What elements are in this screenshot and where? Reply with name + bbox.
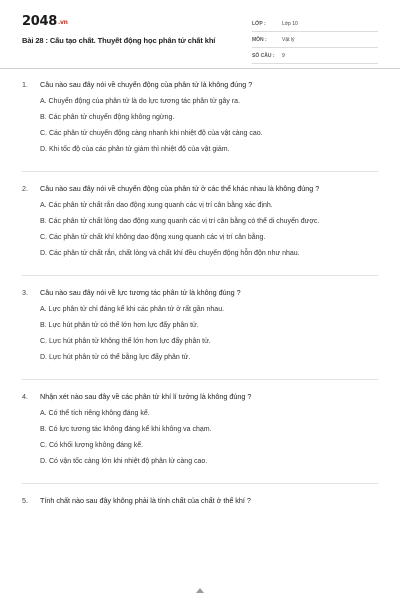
meta-value: Lớp 10 <box>282 20 298 27</box>
question-text: Câu nào sau đây nói về chuyển động của phân tử ở các thể khác nhau là không đúng ? <box>40 184 320 193</box>
question-text: Nhận xét nào sau đây về các phân tử khí lí tưởng là không đúng ? <box>40 392 252 401</box>
question-2 <box>22 184 378 276</box>
answer-option-c[interactable]: C. Có khối lượng không đáng kể. <box>40 442 144 449</box>
question-number: 1. <box>22 80 28 89</box>
question-text: Câu nào sau đây nói về chuyển động của phân tử là không đúng ? <box>40 80 253 89</box>
question-prompt <box>22 184 378 194</box>
header-divider <box>0 68 400 69</box>
meta-label: SỐ CÂU : <box>252 52 275 59</box>
logo-text: 2048 <box>22 14 57 29</box>
meta-row-class <box>252 16 378 32</box>
answer-option-a[interactable]: A. Chuyển động của phân tử là do lực tương tác phân tử gây ra. <box>40 98 241 105</box>
question-1 <box>22 80 378 172</box>
meta-value: 9 <box>282 52 285 59</box>
question-text: Tính chất nào sau đây không phải là tính chất của chất ở thể khí ? <box>40 496 251 505</box>
question-prompt <box>22 288 378 298</box>
scroll-up-arrow-icon[interactable] <box>196 588 204 593</box>
question-5 <box>22 496 378 523</box>
question-4 <box>22 392 378 484</box>
question-prompt <box>22 392 378 402</box>
answer-option-d[interactable]: D. Lực hút phân tử có thể bằng lực đẩy phân tử. <box>40 354 191 361</box>
question-prompt <box>22 80 378 90</box>
answer-option-b[interactable]: B. Các phân tử chất lỏng dao động xung quanh các vị trí cân bằng có thể di chuyển được. <box>40 218 320 225</box>
meta-row-subject <box>252 32 378 48</box>
question-prompt <box>22 496 378 506</box>
worksheet-header <box>0 0 400 68</box>
answer-option-d[interactable]: D. Có vận tốc càng lớn khi nhiệt độ phân lử càng cao. <box>40 458 208 465</box>
lesson-title: Bài 28 : Cấu tạo chất. Thuyết động học phân tử chất khí <box>22 36 216 45</box>
answer-option-b[interactable]: B. Có lực tương tác không đáng kể khi không va chạm. <box>40 426 212 433</box>
answer-option-a[interactable]: A. Các phân tử chất rắn dao động xung quanh các vị trí cân bằng xác định. <box>40 202 273 209</box>
question-number: 5. <box>22 496 28 505</box>
answer-option-a[interactable]: A. Lực phân tử chỉ đáng kể khi các phân tử ở rất gần nhau. <box>40 306 225 313</box>
answer-option-a[interactable]: A. Có thể tích riêng không đáng kể. <box>40 410 150 417</box>
question-number: 4. <box>22 392 28 401</box>
logo-suffix: .vn <box>57 19 68 26</box>
question-number: 2. <box>22 184 28 193</box>
meta-value: Vật lý <box>282 36 295 43</box>
answer-option-d[interactable]: D. Khi tốc độ của các phân tử giảm thì nhiệt độ của vật giảm. <box>40 146 230 153</box>
answer-option-c[interactable]: C. Các phân tử chất khí không dao động xung quanh các vị trí cân bằng. <box>40 234 266 241</box>
question-3 <box>22 288 378 380</box>
answer-option-b[interactable]: B. Các phân tử chuyển động không ngừng. <box>40 114 175 121</box>
answer-option-d[interactable]: D. Các phân tử chất rắn, chất lỏng và chất khí đều chuyển động hỗn độn như nhau. <box>40 250 300 257</box>
answer-option-c[interactable]: C. Lực hút phân tử không thể lớn hơn lực đẩy phân tử. <box>40 338 211 345</box>
meta-label: MÔN : <box>252 36 267 43</box>
meta-row-question-count <box>252 48 378 64</box>
worksheet-meta <box>252 16 378 64</box>
answer-option-b[interactable]: B. Lực hút phân tử có thể lớn hơn lực đẩy phân tử. <box>40 322 199 329</box>
question-text: Câu nào sau đây nói về lực tương tác phân tử là không đúng ? <box>40 288 241 297</box>
question-list <box>22 80 378 535</box>
answer-option-c[interactable]: C. Các phân tử chuyển động càng nhanh khi nhiệt độ của vật càng cao. <box>40 130 263 137</box>
question-number: 3. <box>22 288 28 297</box>
meta-label: LỚP : <box>252 20 266 27</box>
